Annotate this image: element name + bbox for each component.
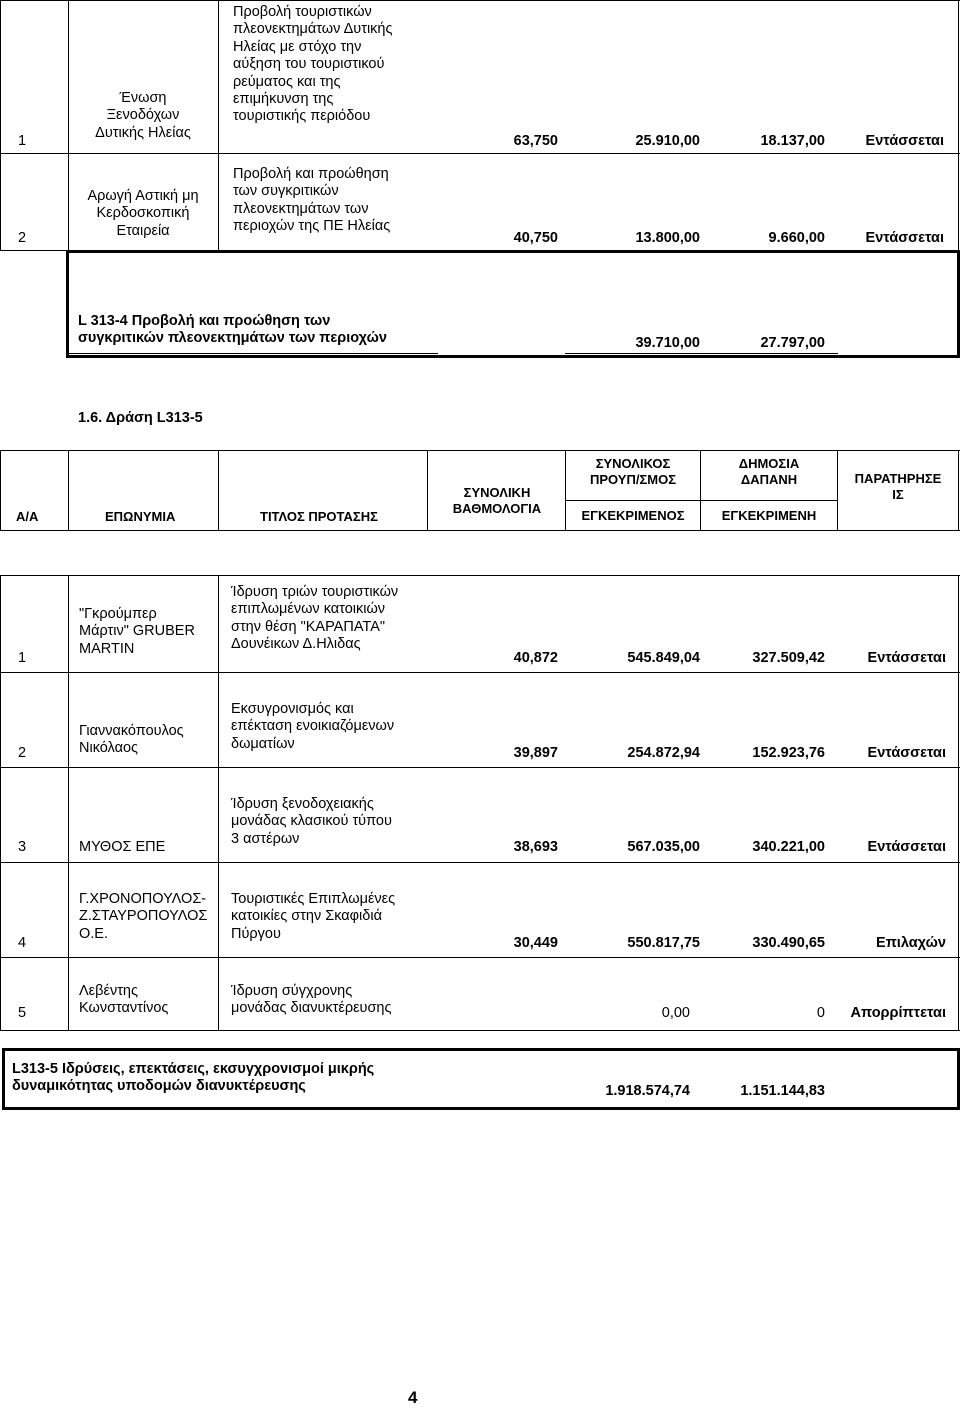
score: 39,897 <box>513 745 558 761</box>
applicant-name: Ένωση Ξενοδόχων Δυτικής Ηλείας <box>95 90 191 141</box>
grid-line <box>0 575 960 576</box>
header-name: ΕΠΩΝΥΜΙΑ <box>105 509 176 524</box>
row-number: 4 <box>18 935 27 951</box>
header-score: ΣΥΝΟΛΙΚΗ ΒΑΘΜΟΛΟΓΙΑ <box>452 485 542 516</box>
score: 30,449 <box>513 935 558 951</box>
applicant-name: ΜΥΘΟΣ ΕΠΕ <box>79 839 166 855</box>
proposal-title: Ίδρυση τριών τουριστικών επιπλωμένων κατοικιών στην θέση "ΚΑΡΑΠΑΤΑ" Δουνέικων Δ.Ηλιδας <box>231 584 399 653</box>
grid-line <box>0 153 960 154</box>
grid-line <box>218 0 219 251</box>
applicant-name: "Γκρούμπερ Μάρτιν" GRUBER MARTIN <box>79 606 195 657</box>
status: Επιλαχών <box>876 935 946 951</box>
total-budget: 1.918.574,74 <box>605 1083 690 1099</box>
grid-line <box>0 0 960 1</box>
grid-line <box>68 0 69 251</box>
proposal-title: Ίδρυση ξενοδοχειακής μονάδας κλασικού τύπου 3 αστέρων <box>231 796 392 847</box>
grid-line <box>0 767 960 768</box>
public-expense: 340.221,00 <box>752 839 825 855</box>
proposal-title: Προβολή και προώθηση των συγκριτικών πλεονεκτημάτων των περιοχών της ΠΕ Ηλείας <box>233 166 391 235</box>
underline <box>68 353 438 354</box>
applicant-name: Γιαννακόπουλος Νικόλαος <box>79 723 184 757</box>
proposal-title: Ίδρυση σύγχρονης μονάδας διανυκτέρευσης <box>231 983 392 1017</box>
score: 38,693 <box>513 839 558 855</box>
row-number: 5 <box>18 1005 27 1021</box>
grid-line <box>0 1030 960 1031</box>
grid-line <box>958 0 959 251</box>
public-expense: 9.660,00 <box>768 230 825 246</box>
public-expense: 330.490,65 <box>752 935 825 951</box>
grid-line <box>0 0 1 251</box>
grid-line <box>0 450 1 530</box>
grid-line <box>0 450 960 451</box>
budget: 545.849,04 <box>627 650 700 666</box>
public-expense: 0 <box>816 1005 825 1021</box>
header-aa: Α/Α <box>16 509 39 524</box>
grid-line <box>958 450 959 530</box>
header-title: ΤΙΤΛΟΣ ΠΡΟΤΑΣΗΣ <box>260 509 378 524</box>
applicant-name: Λεβέντης Κωνσταντίνος <box>79 983 169 1017</box>
score: 40,750 <box>513 230 558 246</box>
section-title: 1.6. Δράση L313-5 <box>78 410 203 426</box>
grid-line <box>0 957 960 958</box>
header-budget-approved: ΕΓΚΕΚΡΙΜΕΝΟΣ <box>581 508 685 523</box>
underline <box>565 353 838 354</box>
total-label: L313-5 Ιδρύσεις, επεκτάσεις, εκσυγχρονισμοί μικρής δυναμικότητας υποδομών διανυκτέρευσης <box>12 1061 375 1095</box>
grid-line <box>68 450 69 530</box>
grid-line <box>68 575 69 1031</box>
grid-line <box>700 450 701 530</box>
header-budget: ΣΥΝΟΛΙΚΟΣ ΠΡΟΥΠ/ΣΜΟΣ <box>589 456 677 487</box>
public-expense: 18.137,00 <box>760 133 825 149</box>
budget: 567.035,00 <box>627 839 700 855</box>
header-notes: ΠΑΡΑΤΗΡΗΣΕ ΙΣ <box>854 471 942 502</box>
status: Εντάσσεται <box>865 230 944 246</box>
budget: 0,00 <box>661 1005 690 1021</box>
grid-line <box>958 575 959 1031</box>
row-number: 1 <box>18 133 27 149</box>
grid-line <box>0 575 1 1031</box>
total-budget: 39.710,00 <box>635 335 700 351</box>
score: 40,872 <box>513 650 558 666</box>
grid-line <box>427 450 428 530</box>
status: Εντάσσεται <box>867 839 946 855</box>
budget: 25.910,00 <box>635 133 700 149</box>
budget: 13.800,00 <box>635 230 700 246</box>
total-expense: 27.797,00 <box>760 335 825 351</box>
budget: 254.872,94 <box>627 745 700 761</box>
proposal-title: Τουριστικές Επιπλωμένες κατοικίες στην Σκαφιδιά Πύργου <box>231 891 396 942</box>
grid-line <box>218 450 219 530</box>
public-expense: 327.509,42 <box>752 650 825 666</box>
status: Εντάσσεται <box>867 745 946 761</box>
budget: 550.817,75 <box>627 935 700 951</box>
row-number: 2 <box>18 745 27 761</box>
status: Απορρίπτεται <box>850 1005 946 1021</box>
grid-line <box>0 862 960 863</box>
header-public-expense: ΔΗΜΟΣΙΑ ΔΑΠΑΝΗ <box>738 456 800 487</box>
public-expense: 152.923,76 <box>752 745 825 761</box>
grid-line <box>0 530 960 531</box>
row-number: 2 <box>18 230 27 246</box>
row-number: 3 <box>18 839 27 855</box>
applicant-name: Γ.ΧΡΟΝΟΠΟΥΛΟΣ- Ζ.ΣΤΑΥΡΟΠΟΥΛΟΣ Ο.Ε. <box>79 891 208 942</box>
grid-line <box>0 672 960 673</box>
total-label: L 313-4 Προβολή και προώθηση των συγκριτικών πλεονεκτημάτων των περιοχών <box>78 313 387 347</box>
status: Εντάσσεται <box>865 133 944 149</box>
header-expense-approved: ΕΓΚΕΚΡΙΜΕΝΗ <box>721 508 817 523</box>
proposal-title: Προβολή τουριστικών πλεονεκτημάτων Δυτικής Ηλείας με στόχο την αύξηση του τουριστικού ρεύματος και της επιμήκυνση της τουριστικής περιόδου <box>233 4 393 125</box>
grid-line <box>565 500 837 501</box>
grid-line <box>837 450 838 530</box>
total-expense: 1.151.144,83 <box>740 1083 825 1099</box>
status: Εντάσσεται <box>867 650 946 666</box>
row-number: 1 <box>18 650 27 666</box>
applicant-name: Αρωγή Αστική μη Κερδοσκοπική Εταιρεία <box>87 188 199 239</box>
score: 63,750 <box>513 133 558 149</box>
page-number: 4 <box>408 1388 418 1407</box>
proposal-title: Εκσυγρονισμός και επέκταση ενοικιαζόμενων δωματίων <box>231 701 395 752</box>
